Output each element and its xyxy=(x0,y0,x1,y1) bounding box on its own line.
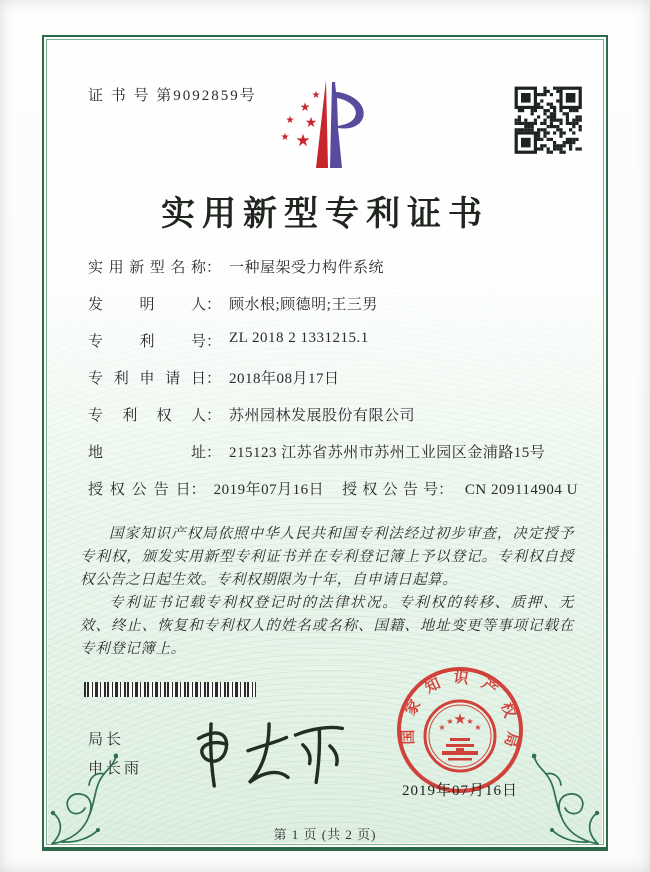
field-row-patentee xyxy=(88,404,578,425)
seal-date: 2019年07月16日 xyxy=(402,783,519,799)
cnipa-logo-icon xyxy=(270,76,386,172)
field-value: CN 209114904 U xyxy=(464,482,578,498)
field-row-address xyxy=(88,441,578,462)
field-label: 专利号 xyxy=(88,334,206,350)
corner-flourish-left-icon xyxy=(46,750,118,848)
handwritten-signature xyxy=(190,708,348,792)
svg-text:★: ★ xyxy=(474,723,482,732)
logo-stars xyxy=(281,90,321,151)
corner-flourish-right-icon xyxy=(532,750,604,848)
qr-code xyxy=(510,82,586,158)
field-row-name xyxy=(88,256,578,277)
legal-text xyxy=(80,523,574,661)
field-value: 2018年08月17日 xyxy=(229,371,340,387)
field-colon: ： xyxy=(206,297,222,313)
field-value: 2019年07月16日 xyxy=(213,482,325,498)
field-colon: ： xyxy=(206,371,222,387)
field-colon: ： xyxy=(206,408,222,424)
svg-text:★: ★ xyxy=(453,710,467,728)
field-label: 授权公告日 xyxy=(88,482,191,498)
field-label: 发明人 xyxy=(88,297,206,313)
seal-arc-text: 国家知识产权局 xyxy=(399,668,522,761)
page-number: 第 1 页 (共 2 页) xyxy=(273,827,377,842)
svg-text:★: ★ xyxy=(311,90,321,101)
certificate-title: 实用新型专利证书 xyxy=(161,196,489,233)
svg-text:★: ★ xyxy=(446,717,454,726)
field-label: 授权公告号 xyxy=(342,482,439,498)
field-row-grant xyxy=(88,478,578,499)
svg-text:★: ★ xyxy=(438,723,446,732)
field-value: 215123 江苏省苏州市苏州工业园区金浦路15号 xyxy=(229,445,546,461)
field-value: 一种屋架受力构件系统 xyxy=(229,260,385,276)
svg-text:★: ★ xyxy=(466,717,474,726)
field-row-filing-date xyxy=(88,367,578,388)
legal-paragraph-2: 专利证书记载专利权登记时的法律状况。专利权的转移、质押、无效、终止、恢复和专利权人的姓名或名称、国籍、地址变更等事项记载在专利登记簿上。 xyxy=(80,595,574,657)
svg-text:★: ★ xyxy=(280,132,290,143)
field-list xyxy=(88,256,578,515)
field-label: 地址 xyxy=(88,445,206,461)
field-colon: ： xyxy=(206,260,222,276)
field-value: 顾水根;顾德明;王三男 xyxy=(229,297,378,313)
commissioner-name: 申长雨 xyxy=(88,760,143,777)
field-label: 专利申请日 xyxy=(88,371,206,387)
field-label: 实用新型名称 xyxy=(88,260,206,276)
svg-text:★: ★ xyxy=(299,100,311,114)
field-colon: ： xyxy=(438,482,454,498)
certificate-number: 证 书 号 第9092859号 xyxy=(88,88,257,104)
logo-p-shape xyxy=(316,80,364,168)
svg-text:★: ★ xyxy=(285,115,295,126)
field-value: ZL 2018 2 1331215.1 xyxy=(229,330,369,346)
field-value: 苏州园林发展股份有限公司 xyxy=(229,408,416,424)
official-seal xyxy=(394,664,526,796)
national-emblem xyxy=(425,701,495,771)
svg-text:★: ★ xyxy=(304,115,318,131)
field-colon: ： xyxy=(206,334,222,350)
field-label: 专利权人 xyxy=(88,408,206,424)
grant-number-pair xyxy=(342,478,578,499)
field-colon: ： xyxy=(206,445,222,461)
legal-paragraph-1: 国家知识产权局依照中华人民共和国专利法经过初步审查，决定授予专利权，颁发实用新型专利证书并在专利登记簿上予以登记。专利权自授权公告之日起生效。专利权期限为十年，自申请日起算。 xyxy=(80,526,574,588)
field-colon: ： xyxy=(190,482,206,498)
svg-text:★: ★ xyxy=(295,131,311,151)
field-row-inventors xyxy=(88,293,578,314)
commissioner-title: 局长 xyxy=(88,731,125,748)
field-row-patent-number xyxy=(88,330,578,351)
barcode xyxy=(84,682,256,697)
